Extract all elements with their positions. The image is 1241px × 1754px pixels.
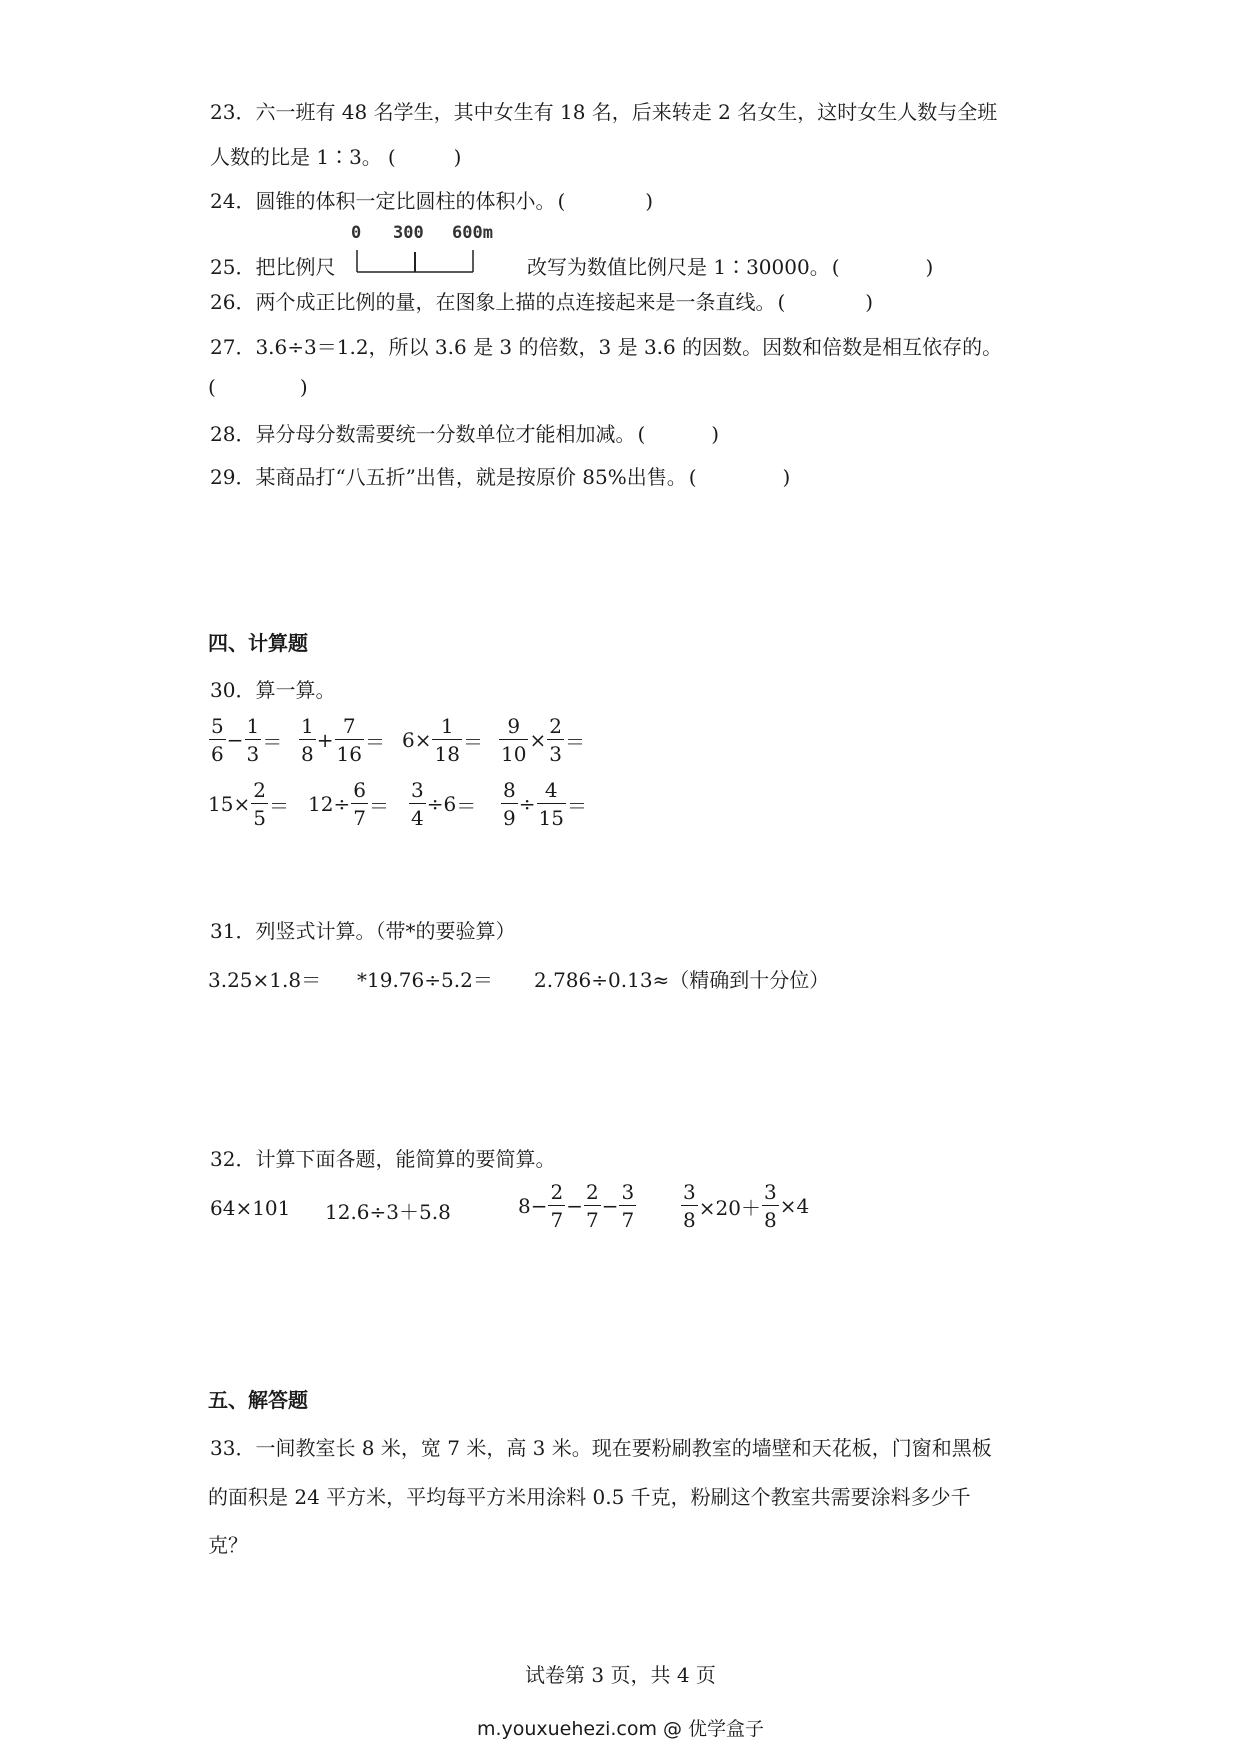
q23-line1: 23．六一班有 48 名学生，其中女生有 18 名，后来转走 2 名女生，这时女生人数与全班	[210, 100, 998, 124]
operator: −	[601, 1194, 619, 1218]
equals-sign: ＝	[456, 793, 477, 818]
site-watermark: m.youxuehezi.com @ 优学盒子	[476, 1718, 765, 1740]
equals-sign: ＝	[364, 729, 385, 754]
scale-bar	[354, 246, 484, 286]
equals-sign: ＝	[268, 793, 289, 818]
fraction: $\frac{3}{8}$	[763, 1180, 777, 1232]
operator: −	[226, 728, 244, 752]
fraction: $\frac{8}{9}$	[503, 778, 516, 830]
answer-paren-open: (	[688, 465, 697, 489]
equals-sign: ＝	[462, 729, 483, 754]
q26-text: 26．两个成正比例的量，在图象上描的点连接起来是一条直线。	[210, 290, 776, 314]
q30-item-6	[308, 780, 408, 828]
fraction: $\frac{1}{3}$	[246, 714, 260, 766]
q30-item-4	[498, 716, 585, 764]
q29-text: 29．某商品打“八五折”出售，就是按原价 85%出售。	[210, 465, 687, 489]
answer-paren-open: (	[777, 290, 786, 314]
fraction: $\frac{5}{6}$	[211, 714, 224, 766]
q32-expr-4	[680, 1182, 809, 1230]
q31-title: 31．列竖式计算。（带*的要验算）	[210, 919, 516, 943]
q30-item-2	[298, 716, 402, 764]
operator: +	[316, 728, 334, 752]
fraction: $\frac{1}{18}$	[434, 714, 460, 766]
operand: ×20＋	[698, 1195, 761, 1220]
fraction: $\frac{2}{3}$	[549, 714, 562, 766]
fraction: $\frac{7}{16}$	[336, 714, 362, 766]
fraction: $\frac{2}{7}$	[585, 1180, 599, 1232]
q27-line2	[208, 375, 308, 399]
fraction: $\frac{3}{7}$	[621, 1180, 635, 1232]
q32-expr-1: 64×101	[210, 1196, 291, 1220]
q24-line	[210, 185, 653, 214]
answer-paren-close: )	[645, 189, 654, 213]
operand: ÷6	[426, 792, 457, 816]
q33-line1: 33．一间教室长 8 米，宽 7 米，高 3 米。现在要粉刷教室的墙壁和天花板，门窗和黑板	[210, 1436, 992, 1460]
q33-line2: 的面积是 24 平方米，平均每平方米用涂料 0.5 千克，粉刷这个教室共需要涂料多少千	[208, 1485, 971, 1509]
scale-label-600m: 600m	[452, 223, 493, 243]
answer-paren-close: )	[299, 375, 308, 399]
fraction: $\frac{2}{5}$	[253, 778, 266, 830]
fraction: $\frac{6}{7}$	[353, 778, 366, 830]
answer-paren-open: (	[208, 375, 216, 399]
q31-expr-1: 3.25×1.8＝	[208, 968, 322, 992]
answer-paren-close: )	[865, 290, 874, 314]
q30-item-3	[402, 716, 498, 764]
fraction: $\frac{4}{15}$	[538, 778, 564, 830]
scale-bar-figure	[354, 246, 484, 286]
scale-label-300: 300	[393, 223, 424, 243]
q31-expr-2: *19.76÷5.2＝	[357, 968, 493, 992]
operator: ÷	[518, 792, 536, 816]
equals-sign: ＝	[564, 729, 585, 754]
operator: ×	[529, 728, 547, 752]
answer-paren-open: (	[387, 145, 396, 169]
fraction: $\frac{3}{8}$	[683, 1180, 696, 1232]
q29-line	[210, 461, 790, 490]
section5-title: 五、解答题	[208, 1388, 308, 1412]
q25-suffix-line	[527, 251, 933, 280]
answer-paren-close: )	[782, 465, 791, 489]
answer-paren-open: (	[637, 422, 646, 446]
answer-paren-close: )	[925, 255, 934, 279]
scale-label-0: 0	[351, 223, 362, 243]
q24-text: 24．圆锥的体积一定比圆柱的体积小。	[210, 189, 556, 213]
answer-paren-open: (	[831, 255, 840, 279]
q26-line	[210, 286, 873, 315]
answer-paren-open: (	[557, 189, 566, 213]
q30-item-7	[408, 780, 500, 828]
q28-text: 28．异分母分数需要统一分数单位才能相加减。	[210, 422, 636, 446]
q30-row2	[208, 780, 587, 828]
operator: −	[566, 1194, 583, 1218]
q31-expr-3: 2.786÷0.13≈（精确到十分位）	[534, 968, 830, 992]
answer-paren-close: )	[453, 145, 462, 169]
equals-sign: ＝	[368, 793, 389, 818]
equals-sign: ＝	[566, 793, 587, 818]
q32-expr-3	[518, 1182, 637, 1230]
fraction: $\frac{2}{7}$	[550, 1180, 564, 1232]
q23-text: 人数的比是 1∶3。	[210, 145, 382, 169]
q30-item-1	[208, 716, 298, 764]
fraction: $\frac{3}{4}$	[411, 778, 424, 830]
q32-title: 32．计算下面各题，能简算的要简算。	[210, 1147, 556, 1171]
operand: 12÷	[308, 792, 351, 816]
q28-line	[210, 418, 719, 447]
q25-prefix: 25．把比例尺	[210, 255, 336, 279]
q32-expr-2: 12.6÷3＋5.8	[325, 1200, 451, 1224]
operand: 15×	[208, 792, 251, 816]
answer-paren-close: )	[711, 422, 720, 446]
q27-line1: 27．3.6÷3＝1.2，所以 3.6 是 3 的倍数，3 是 3.6 的因数。因数和倍数是相互依存的。	[210, 335, 1003, 359]
q30-item-8	[500, 780, 587, 828]
q33-line3: 克？	[208, 1533, 248, 1557]
operand: 8−	[518, 1194, 548, 1218]
fraction: $\frac{1}{8}$	[301, 714, 314, 766]
q30-row1	[208, 716, 585, 764]
q30-title: 30．算一算。	[210, 678, 336, 702]
page-number: 试卷第 3 页，共 4 页	[525, 1663, 716, 1687]
fraction: $\frac{9}{10}$	[501, 714, 527, 766]
operand: ×4	[779, 1194, 810, 1218]
operand: 6×	[402, 728, 432, 752]
q30-item-5	[208, 780, 308, 828]
q25-suffix: 改写为数值比例尺是 1∶30000。	[527, 255, 830, 279]
q23-line2	[210, 141, 461, 170]
section4-title: 四、计算题	[208, 631, 308, 655]
equals-sign: ＝	[262, 729, 283, 754]
